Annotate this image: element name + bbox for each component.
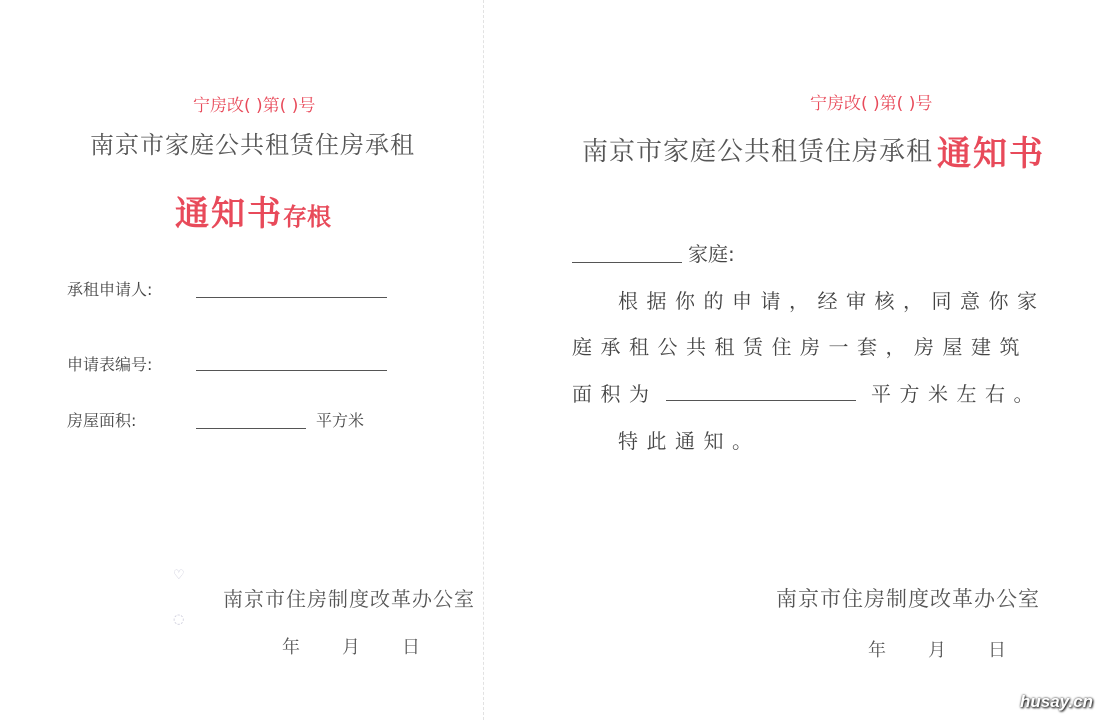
stub-heading-suffix: 存根 [283, 203, 331, 231]
notice-body-line-2: 庭承租公共租赁住房一套，房屋建筑 [572, 335, 1028, 359]
building-area-field[interactable] [666, 400, 856, 401]
stub-date-month: 月 [342, 637, 360, 658]
application-number-label: 申请表编号: [67, 355, 153, 374]
family-name-field[interactable] [572, 262, 682, 263]
notice-office: 南京市住房制度改革办公室 [776, 587, 1040, 611]
notice-date-month: 月 [928, 640, 946, 661]
stub-title: 南京市家庭公共租赁住房承租 [90, 131, 415, 159]
notice-body-line-3-prefix: 面积为 [572, 382, 658, 406]
applicant-field[interactable] [196, 297, 387, 298]
stub-reference-number: 宁房改( )第( )号 [193, 96, 316, 116]
notice-body-line-4: 特此通知。 [618, 429, 761, 453]
notice-heading: 通知书 [937, 134, 1045, 174]
area-unit: 平方米 [316, 411, 365, 430]
stub-date-day: 日 [402, 637, 420, 658]
stub-heading [175, 186, 331, 235]
area-label: 房屋面积: [67, 411, 137, 430]
application-number-field[interactable] [196, 370, 387, 371]
notice-title: 南京市家庭公共租赁住房承租 [582, 137, 934, 167]
notice-reference-number: 宁房改( )第( )号 [810, 94, 933, 114]
stamp-mark: ◌ [173, 612, 185, 627]
applicant-label: 承租申请人: [67, 280, 153, 299]
stub-heading-main: 通知书 [175, 194, 283, 234]
notice-body-line-1: 根据你的申请，经审核，同意你家 [618, 289, 1046, 313]
family-label: 家庭: [688, 242, 735, 266]
perforation-line [483, 0, 484, 720]
site-watermark: husay.cn [1020, 692, 1094, 711]
stub-date-year: 年 [282, 637, 300, 658]
notice-date-year: 年 [868, 640, 886, 661]
area-field[interactable] [196, 428, 306, 429]
stub-date [282, 633, 462, 659]
notice-date [868, 636, 1048, 662]
stub-office: 南京市住房制度改革办公室 [223, 587, 475, 611]
notice-date-day: 日 [988, 640, 1006, 661]
notice-body-line-3-suffix: 平方米左右。 [871, 382, 1042, 406]
stamp-mark: ♡ [173, 568, 185, 583]
